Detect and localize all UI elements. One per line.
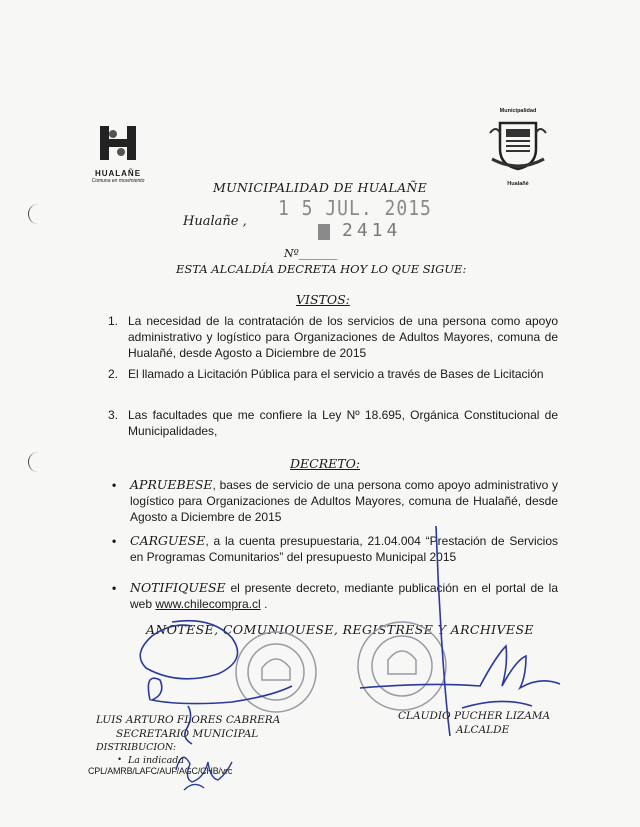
mayor-role: ALCALDE [456, 724, 510, 736]
mayor-name: CLAUDIO PUCHER LIZAMA [398, 710, 551, 722]
closing-formula: ANOTESE, COMUNIQUESE, REGISTRESE Y ARCHIVESE [146, 622, 534, 637]
distribution-item: La indicada [128, 755, 184, 766]
decree-number-stamp: 2414 [342, 220, 402, 241]
decreto-keyword: NOTIFIQUESE [130, 580, 226, 595]
vistos-item-number: 2. [108, 367, 119, 381]
vistos-item-text: Las facultades que me confiere la Ley Nº 18.695, Orgánica Constitucional de Municipalidades, [128, 408, 558, 438]
coat-of-arms-bottom-label: Hualañé [507, 181, 529, 187]
vistos-item-text: La necesidad de la contratación de los servicios de una persona como apoyo administrativo y logístico para Organizaciones de Adultos Mayores, comuna de Hualañé, desde Agosto a Diciembre de 2015 [128, 314, 558, 360]
bullet-icon: • [112, 581, 117, 595]
decreto-item-text: , a la cuenta presupuestaria, 21.04.004 “Prestación de Servicios en Programas Comunitarios” del presupuesto Municipal 2015 [130, 534, 558, 564]
date-stamp: 1 5 JUL. 2015 [278, 196, 432, 221]
decreto-keyword: CARGUESE [130, 533, 206, 548]
bullet-icon: • [118, 754, 122, 764]
vistos-item-number: 1. [108, 314, 119, 328]
vistos-heading: VISTOS: [296, 292, 350, 307]
vistos-item-text: El llamado a Licitación Pública para el servicio a través de Bases de Licitación [128, 367, 544, 381]
right-seal [358, 622, 446, 710]
distribution-initials: CPL/AMRB/LAFC/AUF/AGC/CHB/vrc [88, 766, 233, 776]
distribution-label: DISTRIBUCION: [96, 742, 177, 753]
bullet-icon: • [112, 478, 117, 492]
document-title: MUNICIPALIDAD DE HUALAÑE [213, 180, 428, 195]
right-signature [360, 526, 560, 736]
secretary-name: LUIS ARTURO FLORES CABRERA [96, 714, 281, 726]
decreto-keyword: APRUEBESE [130, 477, 213, 492]
decreto-item-text: el presente decreto, mediante publicación en el portal de la web [130, 581, 558, 611]
decreto-heading: DECRETO: [290, 456, 361, 471]
decreto-item-text: , bases de servicio de una persona como apoyo administrativo y logístico para Organizaciones de Adultos Mayores, comuna de Hualañé, desde Agosto a Diciembre de 2015 [130, 478, 558, 524]
bullet-icon: • [112, 534, 117, 548]
logo-left-name: HUALAÑE [94, 169, 142, 178]
secretary-role: SECRETARIO MUNICIPAL [116, 728, 259, 740]
vistos-item-number: 3. [108, 408, 119, 422]
logo-left-tagline: Comuna en movimiento [91, 178, 145, 184]
number-label: Nº_______ [284, 247, 338, 260]
coat-of-arms-top-label: Municipalidad [499, 108, 537, 114]
chilecompra-link[interactable]: www.chilecompra.cl [155, 597, 261, 611]
decreto-item-tail: . [260, 597, 268, 611]
decree-intro: ESTA ALCALDÍA DECRETA HOY LO QUE SIGUE: [176, 262, 467, 276]
place-label: Hualañe , [183, 214, 247, 229]
